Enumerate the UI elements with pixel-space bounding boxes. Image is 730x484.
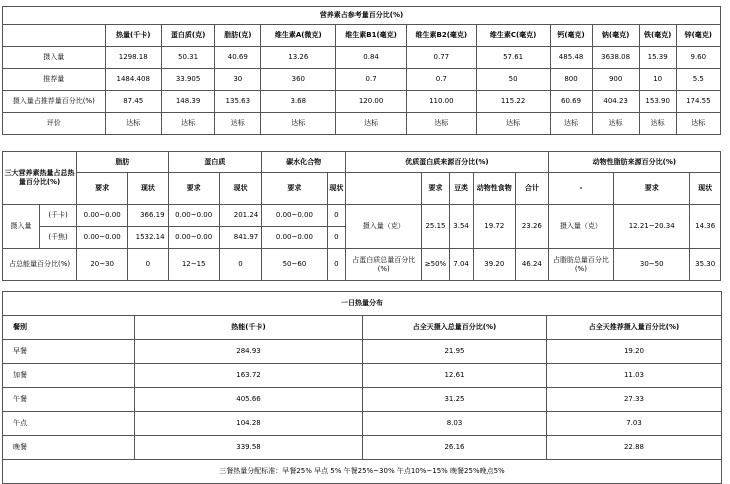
unit-kcal: (千卡): [40, 205, 77, 227]
animal-fat-title: 动物性脂肪来源百分比(%): [548, 152, 720, 173]
row-label: 摄入量: [3, 47, 106, 69]
row-label: 摄入量占推荐量百分比(%): [3, 91, 106, 113]
header-fat: 脂肪: [77, 152, 168, 173]
row-label: 评价: [3, 113, 106, 135]
header-protein: 蛋白质(克): [161, 25, 214, 47]
macro-title: 三大营养素热量占总热量百分比(%): [3, 152, 77, 205]
cell-evaluation: 达标: [105, 113, 161, 135]
cell-value: 800: [550, 69, 592, 91]
cell-value: 3.54: [449, 205, 473, 249]
cell-evaluation: 达标: [261, 113, 336, 135]
cell-value: 35.30: [690, 249, 721, 281]
cell-value: 10: [639, 69, 676, 91]
macro-nutrient-table: [2, 151, 721, 281]
af-cur-header: 现状: [690, 173, 721, 205]
nutrient-table-title: 营养素占参考量百分比(%): [3, 7, 721, 25]
table-row: [3, 205, 721, 227]
carb-cur-header: 现状: [327, 173, 346, 205]
header-vitamin-c: 维生素C(毫克): [476, 25, 550, 47]
meal-name: 加餐: [3, 364, 135, 388]
daily-energy-table: [2, 291, 722, 484]
cell-value: 0.7: [336, 69, 407, 91]
cell-value: 12.21~20.34: [614, 205, 690, 249]
cell-value: 0.00~0.00: [262, 205, 327, 227]
cell-value: 23.26: [516, 205, 549, 249]
carb-req-header: 要求: [262, 173, 327, 205]
cell-value: 115.22: [476, 91, 550, 113]
cell-value: 110.00: [406, 91, 476, 113]
cell-value: 8.03: [363, 412, 547, 436]
cell-evaluation: 达标: [639, 113, 676, 135]
qp-total-header: 合计: [516, 173, 549, 205]
cell-value: 57.61: [476, 47, 550, 69]
af-req-header: 要求: [614, 173, 690, 205]
qp-intake-label: 摄入量（克）: [346, 205, 422, 249]
qp-blank-header: [346, 173, 422, 205]
cell-value: 12.61: [363, 364, 547, 388]
pct-label: 占总能量百分比(%): [3, 249, 77, 281]
header-sodium: 钠(毫克): [592, 25, 639, 47]
cell-value: 900: [592, 69, 639, 91]
table-row: [3, 436, 722, 460]
cell-value: 3638.08: [592, 47, 639, 69]
cell-evaluation: 达标: [406, 113, 476, 135]
cell-value: 360: [261, 69, 336, 91]
cell-value: 87.45: [105, 91, 161, 113]
cell-value: 366.19: [128, 205, 168, 227]
qp-req-header: 要求: [422, 173, 449, 205]
cell-value: 284.93: [135, 340, 363, 364]
cell-value: 14.36: [690, 205, 721, 249]
table-row: [3, 412, 722, 436]
cell-value: 22.88: [547, 436, 722, 460]
cell-value: 39.20: [473, 249, 515, 281]
header-vitamin-b2: 维生素B2(毫克): [406, 25, 476, 47]
cell-value: 20~30: [77, 249, 128, 281]
cell-evaluation: 达标: [336, 113, 407, 135]
table-row: [3, 364, 722, 388]
table-row: [3, 340, 722, 364]
header-meal: 餐别: [3, 316, 135, 340]
cell-value: 30~50: [614, 249, 690, 281]
meal-name: 早餐: [3, 340, 135, 364]
af-dash-header: -: [548, 173, 613, 205]
cell-value: 5.5: [676, 69, 720, 91]
cell-evaluation: 达标: [676, 113, 720, 135]
table-row: [3, 388, 722, 412]
cell-value: 0.00~0.00: [77, 205, 128, 227]
cell-value: 174.55: [676, 91, 720, 113]
cell-value: 0.77: [406, 47, 476, 69]
cell-evaluation: 达标: [215, 113, 261, 135]
quality-protein-title: 优质蛋白质来源百分比(%): [346, 152, 549, 173]
cell-value: 7.04: [449, 249, 473, 281]
cell-value: 1532.14: [128, 227, 168, 249]
cell-evaluation: 达标: [550, 113, 592, 135]
cell-value: 104.28: [135, 412, 363, 436]
cell-value: 15.39: [639, 47, 676, 69]
cell-value: 7.03: [547, 412, 722, 436]
cell-value: 25.15: [422, 205, 449, 249]
header-energy: 热能(千卡): [135, 316, 363, 340]
table-row: [3, 69, 721, 91]
cell-value: 26.16: [363, 436, 547, 460]
table-row: [3, 91, 721, 113]
header-carb: 碳水化合物: [262, 152, 346, 173]
cell-value: 21.95: [363, 340, 547, 364]
unit-kj: (千焦): [40, 227, 77, 249]
cell-value: 30: [215, 69, 261, 91]
header-vitamin-b1: 维生素B1(毫克): [336, 25, 407, 47]
header-calcium: 钙(毫克): [550, 25, 592, 47]
qp-bean-header: 豆类: [449, 173, 473, 205]
af-pct-label: 占脂肪总量百分比(%): [548, 249, 613, 281]
header-zinc: 锌(毫克): [676, 25, 720, 47]
cell-value: 40.69: [215, 47, 261, 69]
cell-value: 13.26: [261, 47, 336, 69]
cell-value: 50~60: [262, 249, 327, 281]
cell-value: 1298.18: [105, 47, 161, 69]
cell-value: 0: [327, 205, 346, 227]
cell-value: 405.66: [135, 388, 363, 412]
header-pct-total: 占全天摄入总量百分比(%): [363, 316, 547, 340]
cell-value: 404.23: [592, 91, 639, 113]
cell-value: 339.58: [135, 436, 363, 460]
cell-value: 841.97: [219, 227, 261, 249]
table-row: [3, 249, 721, 281]
cell-value: 12~15: [168, 249, 219, 281]
cell-value: 153.90: [639, 91, 676, 113]
qp-animal-header: 动物性食物: [473, 173, 515, 205]
header-energy: 热量(千卡): [105, 25, 161, 47]
fat-req-header: 要求: [77, 173, 128, 205]
cell-value: 1484.408: [105, 69, 161, 91]
table-row: [3, 113, 721, 135]
cell-value: 9.60: [676, 47, 720, 69]
cell-value: 120.00: [336, 91, 407, 113]
nutrient-reference-table: [2, 6, 721, 135]
cell-value: 0.7: [406, 69, 476, 91]
daily-title: 一日热量分布: [3, 292, 722, 316]
header-vitamin-a: 维生素A(微克): [261, 25, 336, 47]
cell-value: 11.03: [547, 364, 722, 388]
cell-evaluation: 达标: [476, 113, 550, 135]
cell-value: 46.24: [516, 249, 549, 281]
cell-value: 50.31: [161, 47, 214, 69]
cell-value: 50: [476, 69, 550, 91]
corner-cell: [3, 25, 106, 47]
cell-value: 0: [128, 249, 168, 281]
cell-value: 0.00~0.00: [77, 227, 128, 249]
cell-value: 201.24: [219, 205, 261, 227]
cell-value: 163.72: [135, 364, 363, 388]
meal-name: 晚餐: [3, 436, 135, 460]
distribution-standard-note: 三餐热量分配标准：早餐25% 早点 5% 午餐25%~30% 午点10%~15% 晚餐25%晚点5%: [3, 460, 722, 484]
af-intake-label: 摄入量（克）: [548, 205, 613, 249]
cell-value: 19.72: [473, 205, 515, 249]
row-label: 推荐量: [3, 69, 106, 91]
header-protein: 蛋白质: [168, 152, 262, 173]
fat-cur-header: 现状: [128, 173, 168, 205]
cell-value: 27.33: [547, 388, 722, 412]
cell-value: 0: [219, 249, 261, 281]
header-pct-recommended: 占全天推荐摄入量百分比(%): [547, 316, 722, 340]
cell-value: 19.20: [547, 340, 722, 364]
cell-value: 3.68: [261, 91, 336, 113]
cell-value: 0.00~0.00: [168, 205, 219, 227]
cell-value: 60.69: [550, 91, 592, 113]
intake-label: 摄入量: [3, 205, 40, 249]
cell-value: 0.00~0.00: [168, 227, 219, 249]
cell-value: ≥50%: [422, 249, 449, 281]
cell-value: 0.84: [336, 47, 407, 69]
protein-cur-header: 现状: [219, 173, 261, 205]
cell-value: 33.905: [161, 69, 214, 91]
cell-value: 485.48: [550, 47, 592, 69]
cell-evaluation: 达标: [592, 113, 639, 135]
cell-value: 0: [327, 249, 346, 281]
meal-name: 午餐: [3, 388, 135, 412]
cell-value: 135.63: [215, 91, 261, 113]
cell-evaluation: 达标: [161, 113, 214, 135]
qp-pct-label: 占蛋白质总量百分比(%): [346, 249, 422, 281]
cell-value: 0: [327, 227, 346, 249]
meal-name: 午点: [3, 412, 135, 436]
table-row: [3, 47, 721, 69]
cell-value: 148.39: [161, 91, 214, 113]
cell-value: 0.00~0.00: [262, 227, 327, 249]
header-iron: 铁(毫克): [639, 25, 676, 47]
protein-req-header: 要求: [168, 173, 219, 205]
cell-value: 31.25: [363, 388, 547, 412]
header-fat: 脂肪(克): [215, 25, 261, 47]
